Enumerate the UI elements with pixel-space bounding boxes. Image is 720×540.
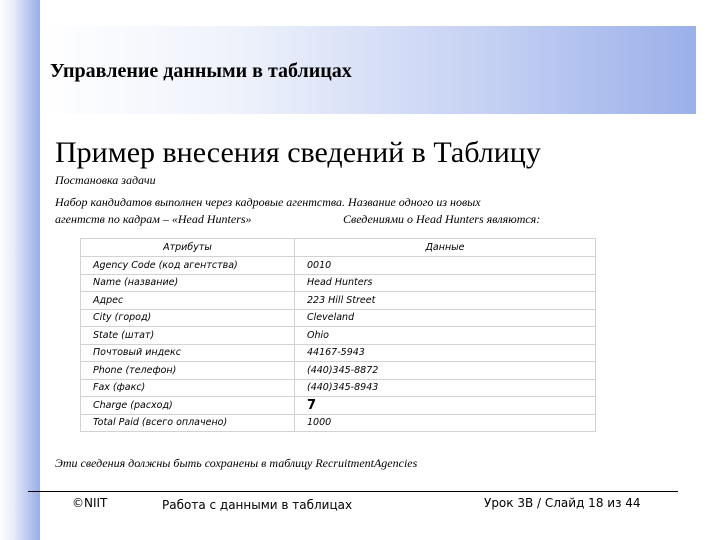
value-cell: (440)345-8943 (295, 379, 596, 397)
table-row (81, 327, 596, 345)
footer-copyright: ©NIIT (72, 496, 108, 510)
attr-cell: State (штат) (81, 327, 295, 345)
attr-cell: Name (название) (81, 274, 295, 292)
attr-cell: Fax (факс) (81, 379, 295, 397)
agency-data-table (80, 238, 596, 432)
header-attributes: Атрибуты (81, 239, 295, 257)
table-row (81, 414, 596, 432)
value-cell: Ohio (295, 327, 596, 345)
task-label: Постановка задачи (55, 173, 156, 187)
page-heading: Пример внесения сведений в Таблицу (55, 136, 541, 169)
footer-topic: Работа с данными в таблицах (162, 498, 353, 512)
table-row (81, 309, 596, 327)
value-cell: Cleveland (295, 309, 596, 327)
value-cell: 7 (295, 397, 596, 415)
value-cell: (440)345-8872 (295, 362, 596, 380)
attr-cell: City (город) (81, 309, 295, 327)
table-header-row (81, 239, 596, 257)
footnote-text: Эти сведения должны быть сохранены в таблицу RecruitmentAgencies (55, 456, 418, 470)
table-row (81, 344, 596, 362)
table-row (81, 397, 596, 415)
attr-cell: Agency Code (код агентства) (81, 257, 295, 275)
attr-cell: Phone (телефон) (81, 362, 295, 380)
table-row (81, 292, 596, 310)
attr-cell: Адрес (81, 292, 295, 310)
table-row (81, 274, 596, 292)
left-gradient-bar (0, 0, 40, 540)
slide-title: Управление данными в таблицах (50, 60, 352, 82)
table-row (81, 379, 596, 397)
value-cell: 0010 (295, 257, 596, 275)
value-cell: 44167-5943 (295, 344, 596, 362)
header-data: Данные (295, 239, 596, 257)
attr-cell: Total Paid (всего оплачено) (81, 414, 295, 432)
attr-cell: Почтовый индекс (81, 344, 295, 362)
table-row (81, 362, 596, 380)
value-cell: Head Hunters (295, 274, 596, 292)
description-line-2a: агентств по кадрам – «Head Hunters» (55, 212, 252, 226)
description-line-2b: Сведениями о Head Hunters являются: (343, 212, 541, 226)
description-line-1: Набор кандидатов выполнен через кадровые агентства. Название одного из новых (55, 195, 481, 209)
table-row (81, 257, 596, 275)
footer-divider (28, 491, 678, 492)
value-cell: 1000 (295, 414, 596, 432)
attr-cell: Charge (расход) (81, 397, 295, 415)
footer-slide-number: Урок 3В / Слайд 18 из 44 (484, 496, 641, 510)
value-cell: 223 Hill Street (295, 292, 596, 310)
